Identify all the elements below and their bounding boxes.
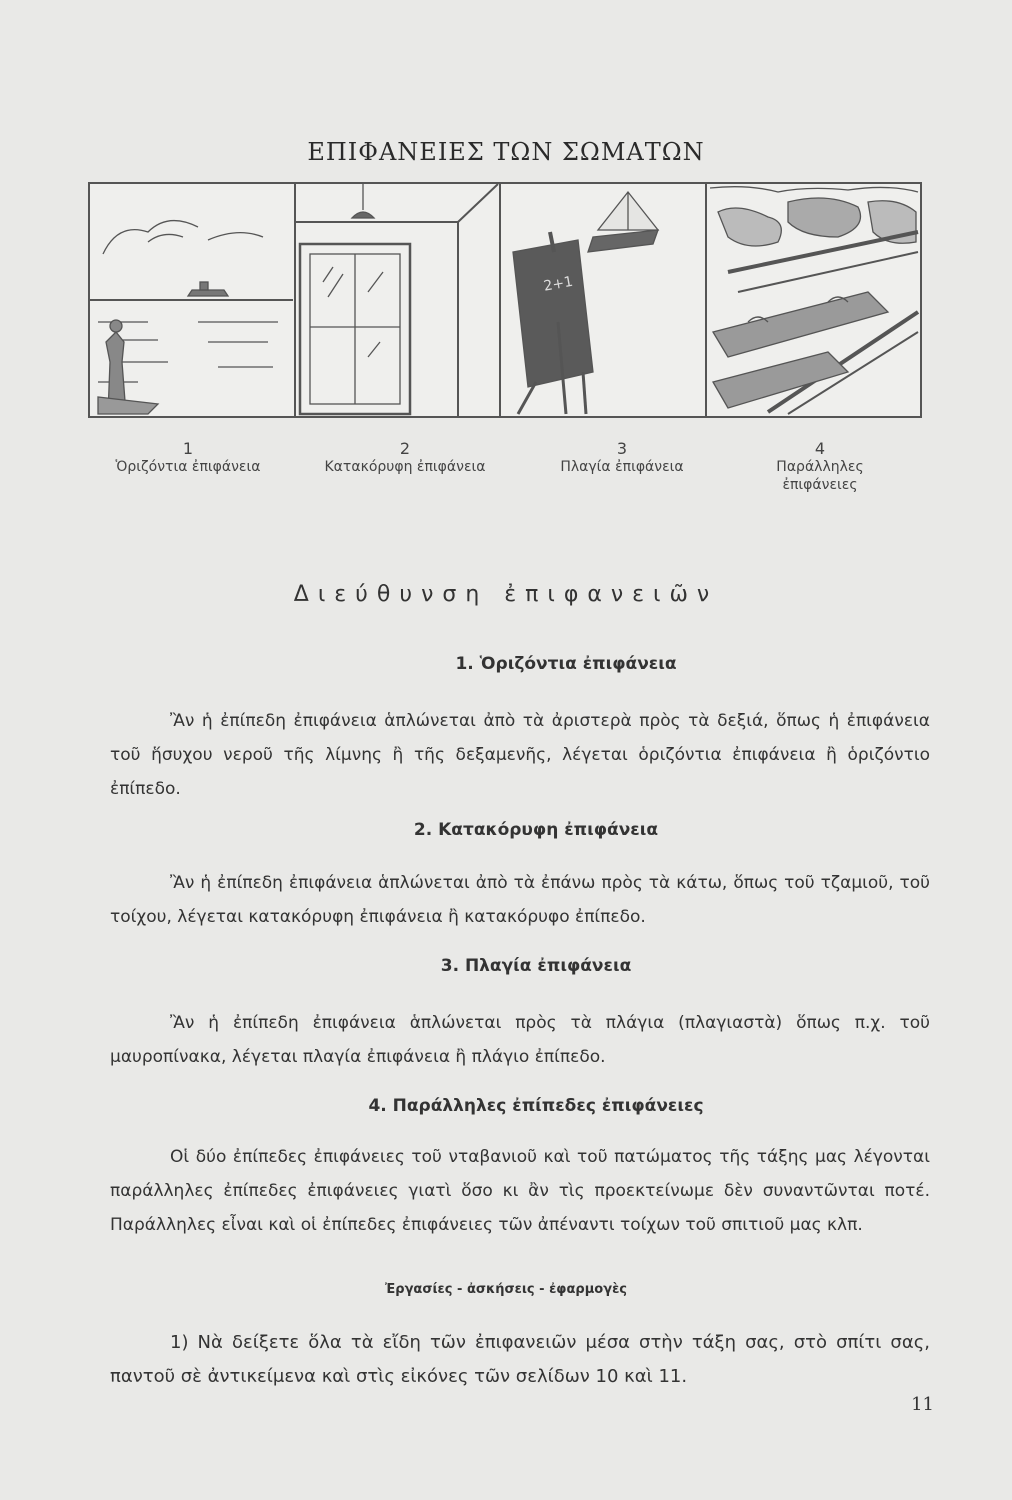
paragraph-4: Οἱ δύο ἐπίπεδες ἐπιφάνειες τοῦ νταβανιοῦ καὶ τοῦ πατώματος τῆς τάξης μας λέγονται παράλληλες ἐπίπεδες ἐπιφάνειες γιατὶ ὅσο κι ἂν τὶς προεκτείνωμε δὲν συναντῶνται ποτέ. Παράλληλες εἶναι καὶ οἱ ἐπίπεδες ἐπιφάνειες τῶν ἀπέναντι τοίχων τοῦ σπιτιοῦ μας κλπ. — [110, 1147, 930, 1235]
exercise-item-1: 1) Νὰ δείξετε ὅλα τὰ εἴδη τῶν ἐπιφανειῶν μέσα στὴν τάξη σας, στὸ σπίτι σας, παντοῦ σὲ ἀντικείμενα καὶ στὶς εἰκόνες τῶν σελίδων 10 καὶ 11. — [110, 1332, 930, 1387]
figure-number: 1 — [182, 439, 194, 458]
figure-number: 3 — [616, 439, 628, 458]
paragraph-2: Ἂν ἡ ἐπίπεδη ἐπιφάνεια ἁπλώνεται ἀπὸ τὰ ἐπάνω πρὸς τὰ κάτω, ὅπως τοῦ τζαμιοῦ, τοῦ τοίχου, λέγεται κατακόρυφη ἐπιφάνεια ἢ κατακόρυφο ἐπίπεδο. — [110, 873, 930, 927]
board-equation: 2+1 — [542, 273, 575, 295]
figure-label: Ὁριζόντια ἐπιφάνεια — [115, 459, 261, 475]
figure-caption-3 — [522, 440, 722, 476]
subsection-heading-1: 1. Ὁριζόντια ἐπιφάνεια — [455, 654, 677, 674]
paragraph-3: Ἂν ἡ ἐπίπεδη ἐπιφάνεια ἁπλώνεται πρὸς τὰ πλάγια (πλαγιαστὰ) ὅπως π.χ. τοῦ μαυροπίνακα, λέγεται πλαγία ἐπιφάνεια ἢ πλάγιο ἐπίπεδο. — [110, 1013, 930, 1067]
page-number: 11 — [911, 1394, 934, 1415]
figure-number: 2 — [399, 439, 411, 458]
subsection-heading-4: 4. Παράλληλες ἐπίπεδες ἐπιφάνειες — [368, 1096, 704, 1116]
figure-number: 4 — [814, 439, 826, 458]
exercises-heading: Ἐργασίες - ἀσκήσεις - ἐφαρμογὲς — [384, 1282, 628, 1297]
paragraph-1: Ἂν ἡ ἐπίπεδη ἐπιφάνεια ἁπλώνεται ἀπὸ τὰ ἀριστερὰ πρὸς τὰ δεξιά, ὅπως ἡ ἐπιφάνεια τοῦ ἥσυχου νεροῦ τῆς λίμνης ἢ τῆς δεξαμενῆς, λέγεται ὁριζόντια ἐπιφάνεια ἢ ὁριζόντιο ἐπίπεδο. — [110, 711, 930, 799]
page-title: ΕΠΙΦΑΝΕΙΕΣ ΤΩΝ ΣΩΜΑΤΩΝ — [307, 138, 705, 166]
figure-caption-4 — [755, 440, 885, 494]
section-title: Διεύθυνση ἐπιφανειῶν — [293, 582, 719, 607]
figure-label: Πλαγία ἐπιφάνεια — [560, 459, 684, 475]
illustration-strip — [88, 182, 922, 418]
figure-caption-1 — [88, 440, 288, 476]
subsection-heading-2: 2. Κατακόρυφη ἐπιφάνεια — [413, 820, 659, 840]
figure-label: Παράλληλες ἐπιφάνειες — [776, 459, 864, 493]
figure-label: Κατακόρυφη ἐπιφάνεια — [324, 459, 486, 475]
figure-caption-2 — [300, 440, 510, 476]
subsection-heading-3: 3. Πλαγία ἐπιφάνεια — [440, 956, 632, 976]
